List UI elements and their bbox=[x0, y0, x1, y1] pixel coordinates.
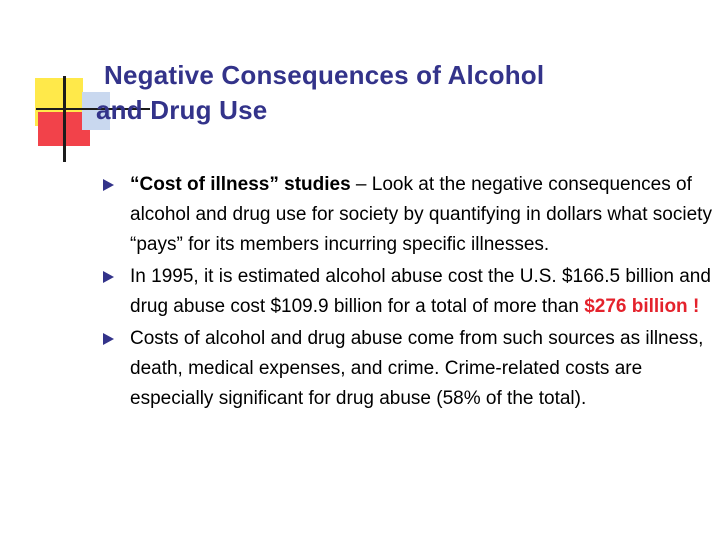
bullet-item-cost-of-illness bbox=[100, 170, 715, 260]
bullet-list bbox=[100, 170, 715, 416]
bullet-item-1995-costs bbox=[100, 262, 715, 322]
bullet-1-text: – Look at the negative consequences of alcohol and drug use for society by quantifying in dollars what society “pays” for its members incurring specific illnesses. bbox=[130, 174, 712, 255]
slide-title-line-1: Negative Consequences of Alcohol bbox=[104, 60, 545, 90]
slide-title bbox=[96, 58, 700, 128]
triangle-bullet-icon bbox=[103, 333, 114, 345]
bullet-2-text: In 1995, it is estimated alcohol abuse cost the U.S. $166.5 billion and drug abuse cost $109.9 billion for a total of more than bbox=[130, 266, 711, 317]
bullet-3-text: Costs of alcohol and drug abuse come from such sources as illness, death, medical expenses, and crime. Crime-related costs are especially significant for drug abuse (58% of the total). bbox=[130, 328, 704, 409]
bullet-item-cost-sources bbox=[100, 324, 715, 414]
bullet-2-highlight: $276 billion ! bbox=[584, 296, 700, 317]
slide-title-line-2: and Drug Use bbox=[96, 95, 268, 125]
bullet-1-bold-text: “Cost of illness” studies bbox=[130, 174, 351, 195]
triangle-bullet-icon bbox=[103, 179, 114, 191]
vertical-line-decoration bbox=[63, 76, 66, 162]
triangle-bullet-icon bbox=[103, 271, 114, 283]
